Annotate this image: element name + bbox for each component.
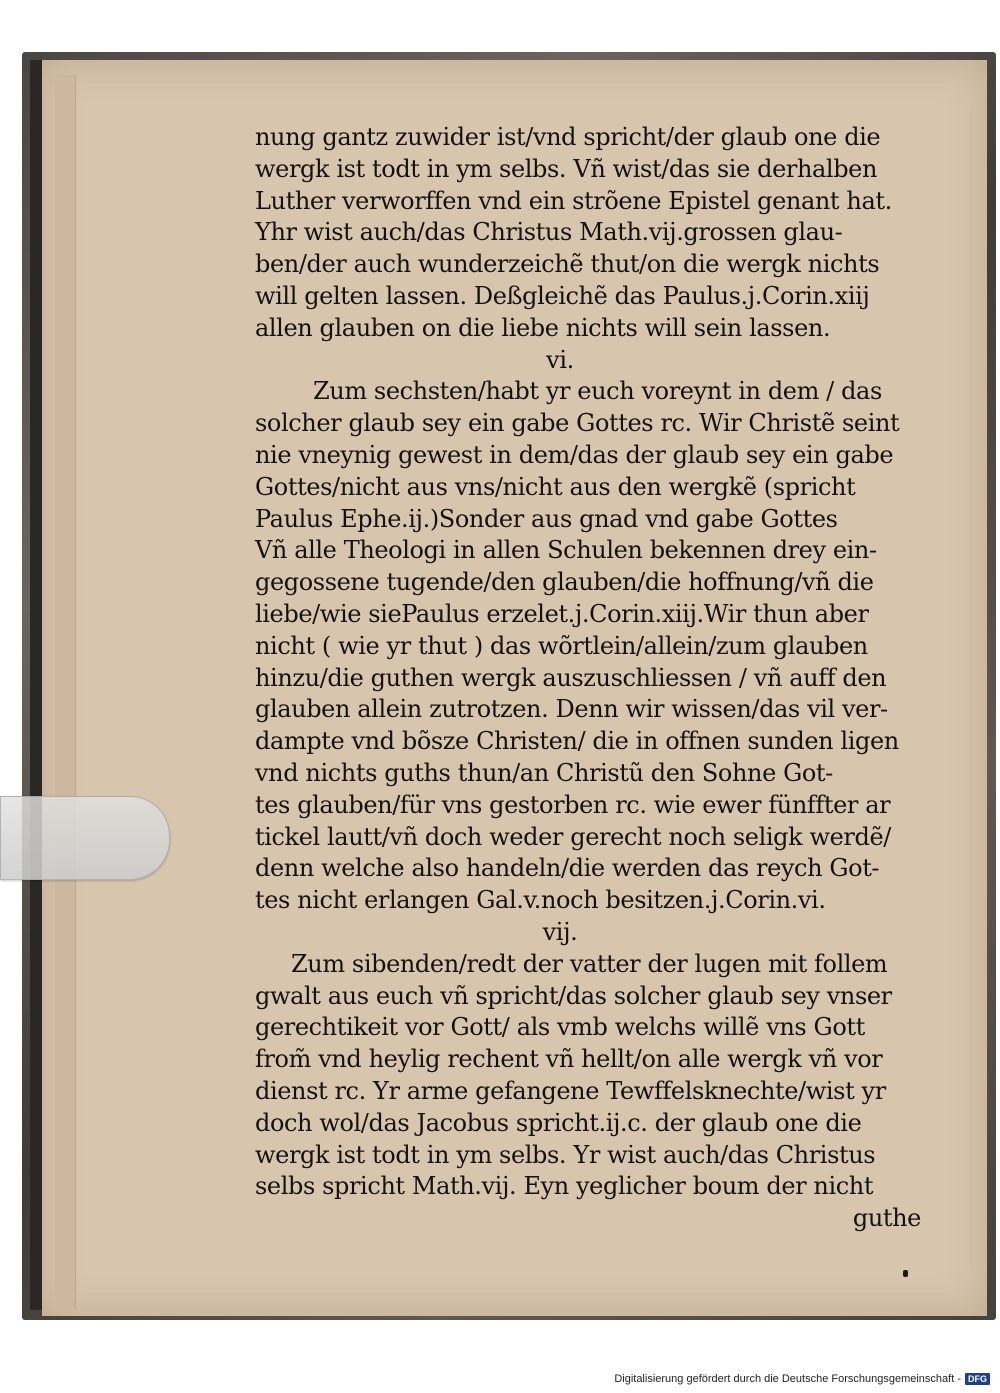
text-line: gerechtikeit vor Gott/ als vmb welchs willẽ vns Gott [255,1013,865,1042]
page-clip-tab[interactable] [0,796,170,880]
text-line: nung gantz zuwider ist/vnd spricht/der glaub one die [255,123,881,151]
text-line: denn welche also handeln/die werden das reych Got- [255,854,880,883]
footer-credit [614,1373,990,1385]
text-line: dienst rc. Yr arme gefangene Tewffelsknechte/wist yr [255,1076,886,1105]
text-line: tickel lautt/vñ doch weder gerecht noch seligk werdẽ/ [255,822,891,851]
text-line: Gottes/nicht aus vns/nicht aus den wergkẽ (spricht [255,472,856,501]
text-line: wergk ist todt in ym selbs. Vñ wist/das sie derhalben [255,154,878,183]
text-line: gwalt aus euch vñ spricht/das solcher glaub sey vnser [255,981,892,1010]
text-line: vij. [542,917,578,946]
text-line: doch wol/das Jacobus spricht.ij.c. der glaub one die [255,1108,862,1137]
text-line: ben/der auch wunderzeichẽ thut/on die wergk nichts [255,250,880,279]
text-line: from̃ vnd heylig rechent vñ hellt/on alle wergk vñ vor [255,1045,883,1074]
text-line: vi. [546,345,574,374]
text-line: guthe [852,1204,921,1233]
text-line: wergk ist todt in ym selbs. Yr wist auch/das Christus [255,1140,876,1169]
text-line: Vñ alle Theologi in allen Schulen bekennen drey ein- [255,536,877,565]
text-line: nicht ( wie yr thut ) das wõrtlein/allein/zum glauben [255,631,868,660]
text-line: Yhr wist auch/das Christus Math.vij.grossen glau- [255,218,843,247]
ink-mark [903,1270,908,1277]
text-line: selbs spricht Math.vij. Eyn yeglicher boum der nicht [255,1172,874,1201]
text-line: nie vneynig gewest in dem/das der glaub sey ein gabe [255,440,894,469]
text-line: will gelten lassen. Deßgleichẽ das Paulus.j.Corin.xiij [255,281,870,310]
text-line: Luther verworffen vnd ein strõene Epistel genant hat. [255,186,892,215]
book-spine-edge [30,60,42,1310]
text-line: tes glauben/für vns gestorben rc. wie ewer fünffter ar [255,790,891,819]
text-line: dampte vnd bõsze Christen/ die in offnen sunden ligen [255,727,899,756]
text-line: hinzu/die guthen wergk auszuschliessen / vñ auff den [255,663,887,692]
page-text-block [255,122,935,1235]
text-line: Zum sechsten/habt yr euch voreynt in dem / das [313,377,882,406]
text-line: glauben allein zutrotzen. Denn wir wissen/das vil ver- [255,695,888,724]
text-line: vnd nichts guths thun/an Christũ den Sohne Got- [255,758,833,787]
page-stack-edge [55,75,76,1310]
dfg-logo-icon: DFG [965,1373,990,1385]
footer-text: Digitalisierung gefördert durch die Deutsche Forschungsgemeinschaft - [614,1373,961,1385]
text-line: tes nicht erlangen Gal.v.noch besitzen.j.Corin.vi. [255,886,826,915]
text-line: gegossene tugende/den glauben/die hoffnung/vñ die [255,568,874,597]
text-line: allen glauben on die liebe nichts will sein lassen. [255,313,831,342]
text-line: liebe/wie siePaulus erzelet.j.Corin.xiij.Wir thun aber [255,599,869,628]
text-line: solcher glaub sey ein gabe Gottes rc. Wir Christẽ seint [255,409,900,438]
text-line: Paulus Ephe.ij.)Sonder aus gnad vnd gabe Gottes [255,504,838,533]
text-line: Zum sibenden/redt der vatter der lugen mit follem [291,949,888,978]
